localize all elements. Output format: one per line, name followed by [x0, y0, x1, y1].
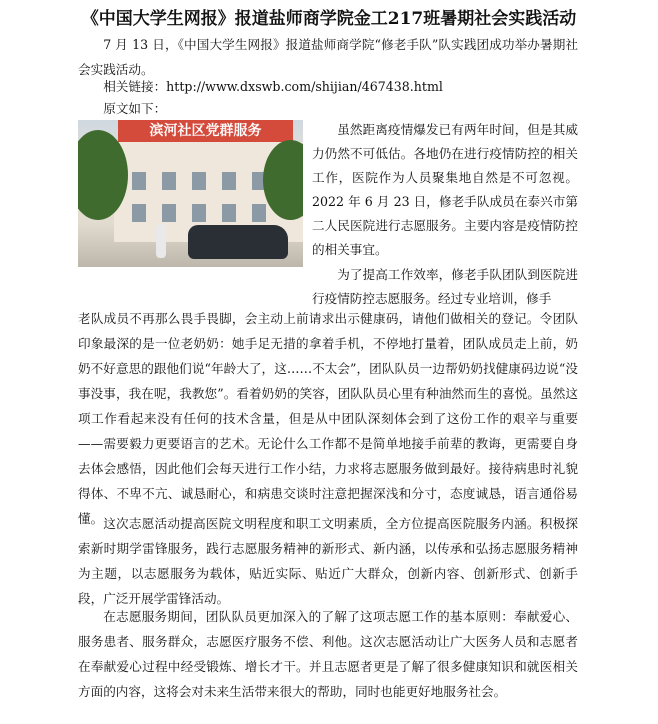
- parked-car: [188, 225, 288, 259]
- paragraph-3: 这次志愿活动提高医院文明程度和职工文明素质，全方位提高医院服务内涵。积极探索新时期学雷锋服务，践行志愿服务精神的新形式、新内涵，以传承和弘扬志愿服务精神为主题，以志愿服务为载体，贴近实际、贴近广大群众，创新内容、创新形式、创新手段，广泛开展学雷锋活动。: [78, 516, 578, 606]
- community-center-photo: [78, 120, 303, 267]
- related-link[interactable]: 相关链接：http://www.dxswb.com/shijian/467438.html: [103, 79, 443, 94]
- paragraph-2-start: 为了提高工作效率，修老手队团队到医院进行疫情防控志愿服务。经过专业培训，修手: [312, 267, 578, 306]
- intro-paragraph: 7 月 13 日，《中国大学生网报》报道盐师商学院“修老手队”队实践团成功举办暑期社会实践活动。: [78, 37, 578, 77]
- paragraph-2-rest: 老队成员不再那么畏手畏脚，会主动上前请求出示健康码，请他们做相关的登记。令团队印象最深的是一位老奶奶：她手足无措的拿着手机，不停地打量着，团队成员走上前，奶奶不好意思的跟他们说“年龄大了，这……不太会”，团队队员一边帮奶奶找健康码边说“没事没事，我在呢，我教您”。看着奶奶的笑容，团队队员心里有种油然而生的喜悦。虽然这项工作看起来没有任何的技术含量，但是从中团队深刻体会到了这份工作的艰辛与重要——需要毅力更要语言的艺术。无论什么工作都不是简单地接手前辈的教诲，更需要自身去体会感悟，因此他们会每天进行工作小结，力求将志愿服务做到最好。接待病患时礼貌得体、不卑不亢、诚恳耐心，和病患交谈时注意把握深浅和分寸，态度诚恳，语言通俗易懂。: [78, 311, 578, 526]
- paragraph-4: 在志愿服务期间，团队队员更加深入的了解了这项志愿工作的基本原则：奉献爱心、服务患者、服务群众，志愿医疗服务不偿、利他。这次志愿活动让广大医务人员和志愿者在奉献爱心过程中经受锻炼、增长才干。并且志愿者更是了解了很多健康知识和就医相关方面的内容，这将会对未来生活带来很大的帮助，同时也能更好地服务社会。: [78, 609, 578, 699]
- paragraph-1: 虽然距离疫情爆发已有两年时间，但是其威力仍然不可低估。各地仍在进行疫情防控的相关工作，医院作为人员聚集地自然是不可忽视。2022 年 6 月 23 日，修老手队成员在泰兴市第二人民医院进行志愿服务。主要内容是疫情防控的相关事宜。: [312, 122, 578, 257]
- volunteer-figure: [156, 224, 166, 258]
- original-text-label: 原文如下：: [103, 101, 167, 116]
- article-title: 《中国大学生网报》报道盐师商学院金工217班暑期社会实践活动: [81, 9, 577, 29]
- photo-sign: 滨河社区党群服务: [118, 120, 293, 142]
